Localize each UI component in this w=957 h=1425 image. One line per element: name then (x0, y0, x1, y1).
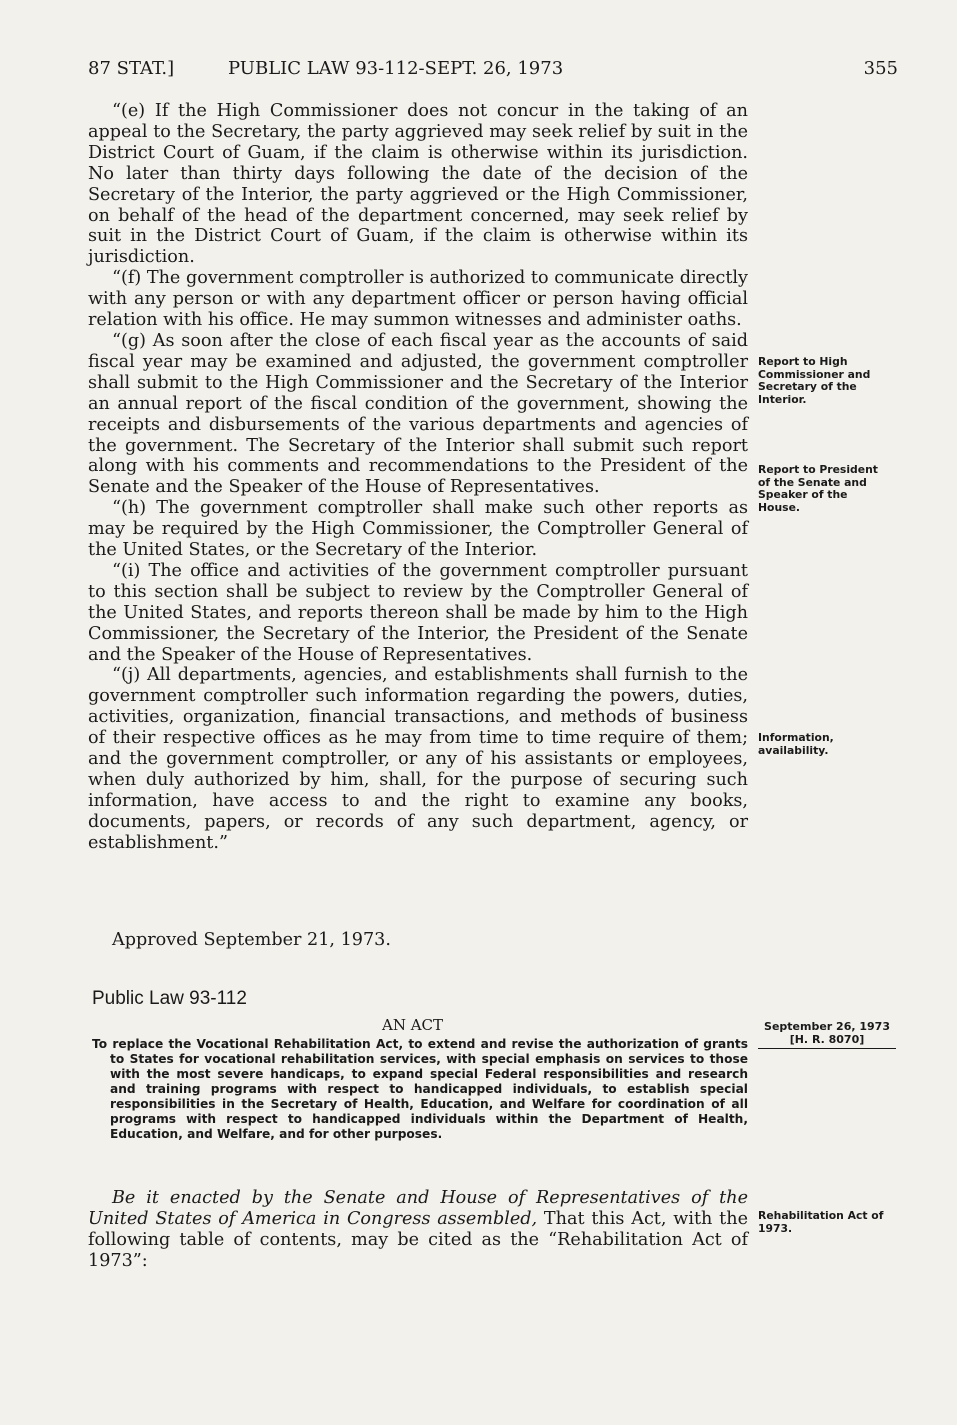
paragraph-h: “(h) The government comptroller shall make such other reports as may be required by the High Commissioner, the Comptroller General of the United States, or the Secretary of the Interior. (88, 498, 748, 561)
public-law-heading: Public Law 93-112 (92, 988, 247, 1009)
margin-note-information: Information, availability. (758, 731, 834, 757)
enacting-rest: That this Act, with the following table of contents, may be cited as the “Rehabilitation Act of 1973”: (88, 1209, 748, 1271)
section-text (88, 101, 748, 854)
paragraph-j: “(j) All departments, agencies, and establishments shall furnish to the government comptroller such information regarding the powers, duties, activities, organization, financial transactions, and methods of business of their respective offices as he may from time to time require of them; and the government comptroller, or any of his assistants or employees, when duly authorized by him, shall, for the purpose of securing such information, have access to and the right to examine any books, documents, papers, or records of any such department, agency, or establishment.” (88, 665, 748, 853)
paragraph-g: “(g) As soon after the close of each fiscal year as the accounts of said fiscal year may be examined and adjusted, the government comptroller shall submit to the High Commissioner and the Secretary of the Interior an annual report of the fiscal condition of the government, showing the receipts and disbursements of the various departments and agencies of the government. The Secretary of the Interior shall submit such report along with his comments and recommendations to the President of the Senate and the Speaker of the House of Representatives. (88, 330, 748, 498)
enactment-date: September 26, 1973 (764, 1020, 890, 1033)
act-purpose (92, 1037, 748, 1142)
statute-volume: 87 STAT.] (88, 58, 175, 79)
paragraph-e: “(e) If the High Commissioner does not concur in the taking of an appeal to the Secretary, the party aggrieved may seek relief by suit in the District Court of Guam, if the claim is otherwise within its jurisdiction. No later than thirty days following the date of the decision of the Secretary of the Interior, the party aggrieved or the High Commissioner, on behalf of the head of the department concerned, may seek relief by suit in the District Court of Guam, if the claim is otherwise within its jurisdiction. (88, 101, 748, 268)
margin-note-rehabilitation-act: Rehabilitation Act of 1973. (758, 1209, 884, 1235)
margin-note-report-president: Report to President of the Senate and Speaker of the House. (758, 463, 878, 514)
purpose-text: To replace the Vocational Rehabilitation Act, to extend and revise the authorization of grants to States for vocational rehabilitation services, with special emphasis on services to those with the most severe handicaps, to expand special Federal responsibilities and research and training programs with respect to handicapped individuals, to establish special responsibilities in the Secretary of Health, Education, and Welfare for coordination of all programs with respect to handicapped individuals within the Department of Health, Education, and Welfare, and for other purposes. (92, 1037, 748, 1141)
paragraph-f: “(f) The government comptroller is authorized to communicate directly with any person or with any department officer or person having official relation with his office. He may summon witnesses and administer oaths. (88, 268, 748, 331)
margin-note-report-high-commissioner: Report to High Commissioner and Secretary of the Interior. (758, 355, 871, 406)
paragraph-i: “(i) The office and activities of the government comptroller pursuant to this section shall be subject to review by the Comptroller General of the United States, and reports thereon shall be made by him to the High Commissioner, the Secretary of the Interior, the President of the Senate and the Speaker of the House of Representatives. (88, 560, 748, 665)
an-act-heading: AN ACT (382, 1016, 444, 1034)
enacting-clause: Be it enacted by the Senate and House of Representatives of the United States of America in Congress assembled, (88, 1188, 748, 1229)
approval-line: Approved September 21, 1973. (112, 930, 391, 950)
enactment-date-note (758, 1020, 896, 1049)
bill-number: [H. R. 8070] (758, 1033, 896, 1049)
page-number: 355 (863, 58, 898, 79)
header-title: PUBLIC LAW 93-112-SEPT. 26, 1973 (228, 58, 564, 79)
enacting-paragraph (88, 1188, 748, 1272)
